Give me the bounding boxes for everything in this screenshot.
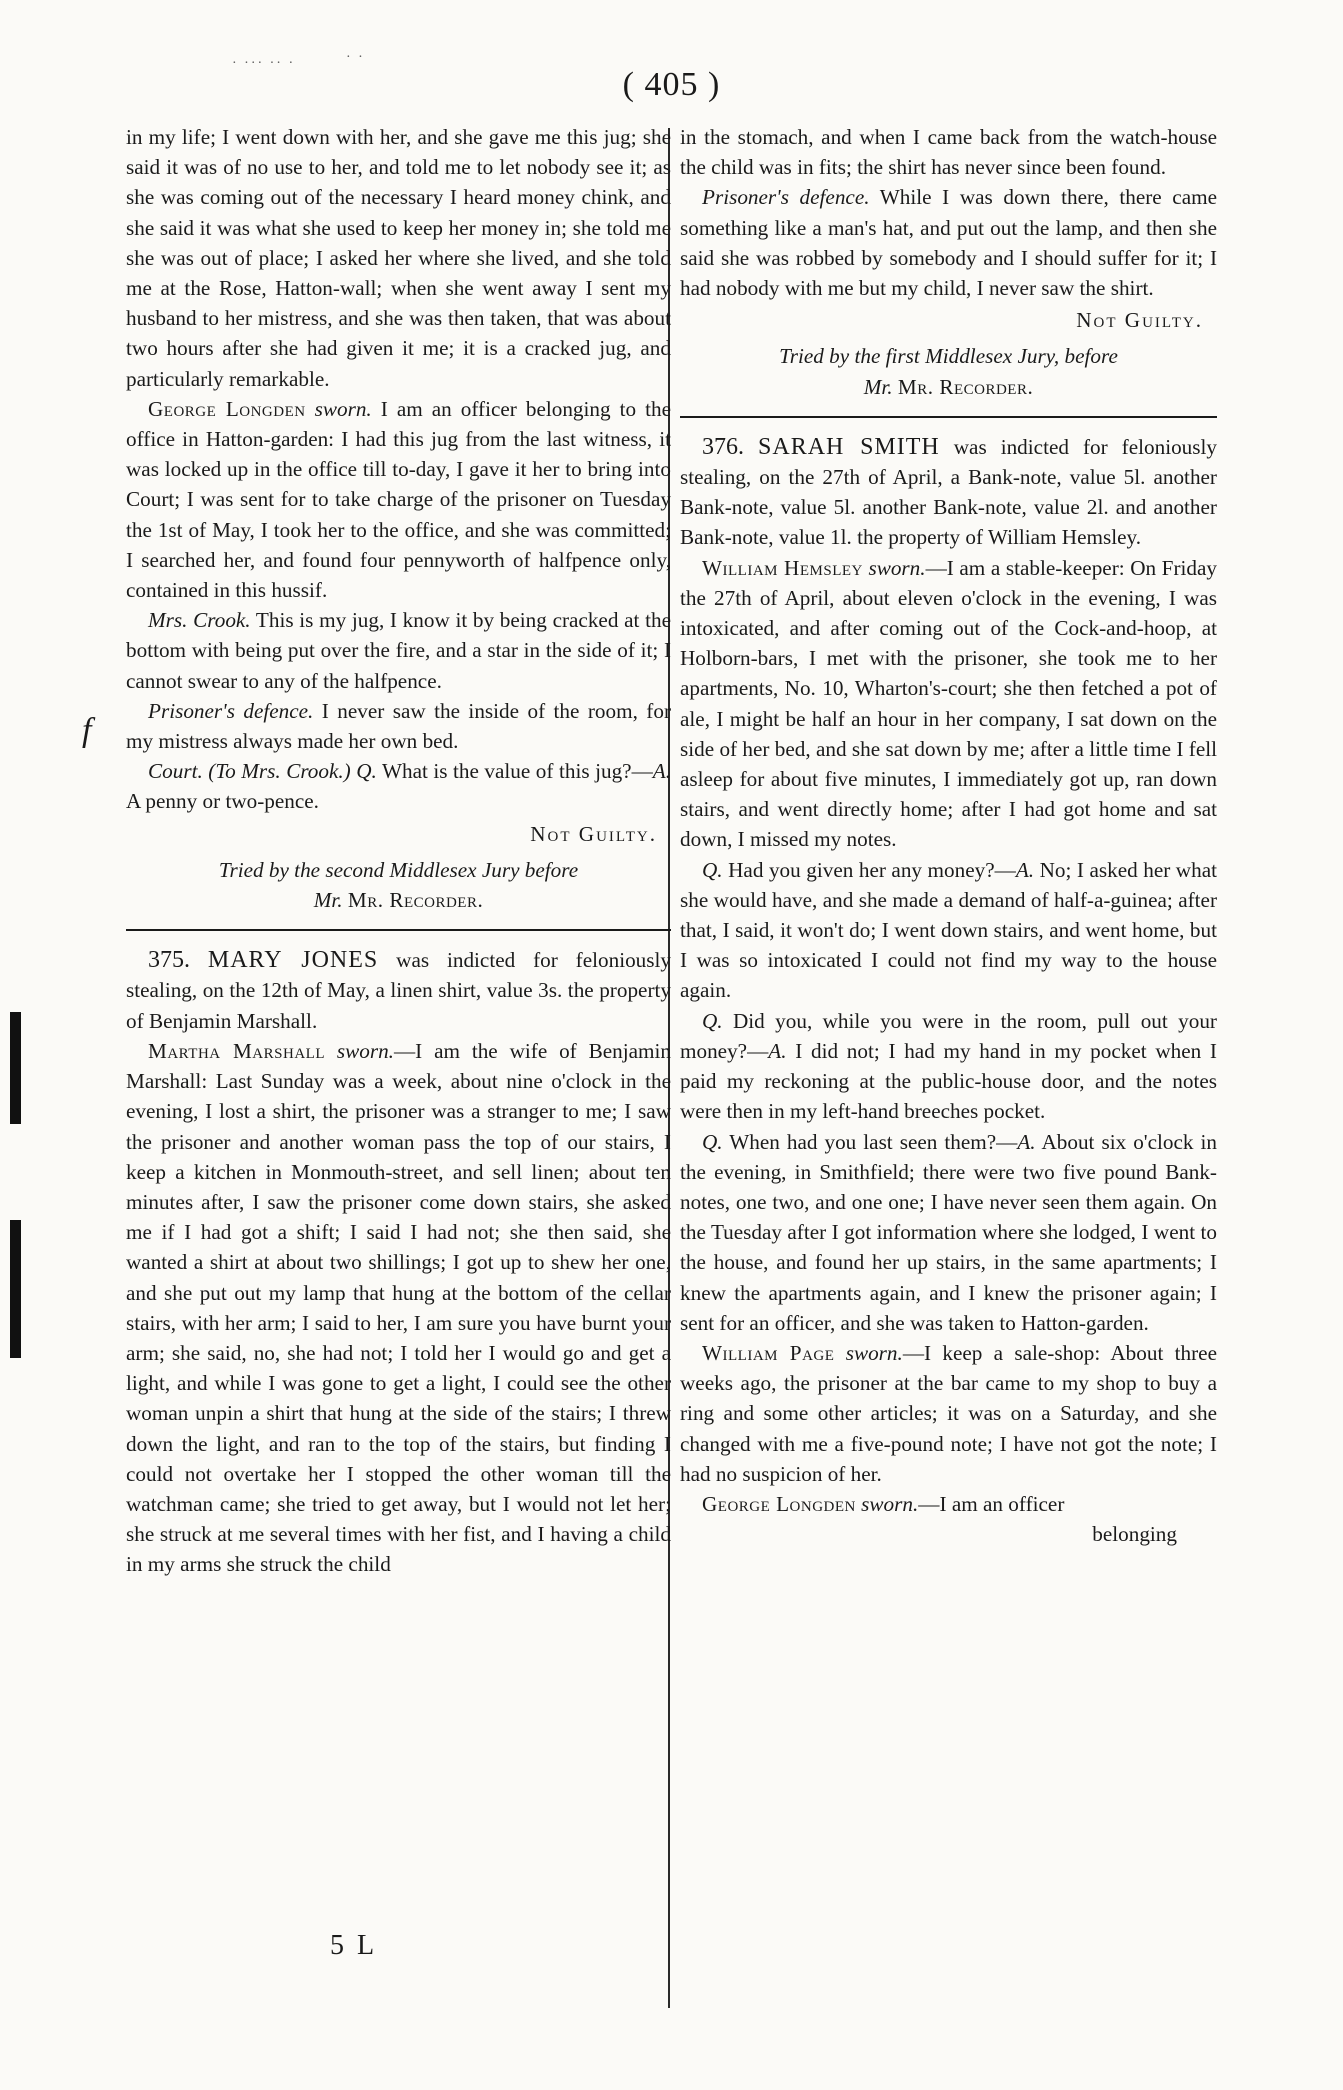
witness-name: William Page [702,1340,835,1365]
testimony-william-page: William Page sworn.—I keep a sale-shop: About three weeks ago, the prisoner at the bar came to my shop to buy a ring and some other articles; it was on a Saturday, and she changed with me a five-pound note; I have not got the note; I had no suspicion of her. [680,1340,1217,1486]
witness-name: William Hemsley [702,555,863,580]
witness-name: George Longden [148,396,306,421]
verdict: Not Guilty. [1076,308,1203,333]
margin-bar [10,1012,21,1124]
paragraph: in my life; I went down with her, and she gave me this jug; she said it was of no use to her, and told me to let nobody see it; as she was coming out of the necessary I heard money chink, and she said it was what she used to keep her money in; she told me she was out of place; I asked her where she lived, and she told me at the Rose, Hatton-wall; when she went away I sent my husband to her mistress, and she was then taken, that was about two hours after she had given it me; it is a cracked jug, and particularly remarkable. [126,125,671,391]
witness-name: George Longden [702,1491,856,1516]
left-column [126,122,671,1580]
section-divider [126,929,671,931]
case-375-heading: 375. MARY JONES was indicted for feloniously stealing, on the 12th of May, a linen shirt, value 3s. the property of Benjamin Marshall. [126,947,671,1033]
question-answer: Q. Did you, while you were in the room, pull out your money?—A. I did not; I had my hand in my pocket when I paid my reckoning at the public-house door, and the notes were then in my left-hand breeches pocket. [680,1008,1217,1124]
print-speck: · ··· ·· · [232,56,296,71]
page-number: ( 405 ) [622,66,721,103]
court-question: Court. (To Mrs. Crook.) Q. What is the value of this jug?—A. A penny or two-pence. [126,759,672,814]
right-column [680,122,1217,1549]
tried-by-recorder: Mr. Mr. Recorder. [313,888,484,913]
tried-by: Tried by the second Middlesex Jury before [218,857,579,882]
print-speck: · · [346,50,365,65]
tried-by-recorder: Mr. Mr. Recorder. [863,374,1034,399]
catchword: belonging [1092,1522,1177,1547]
testimony-george-longden: George Longden sworn. I am an officer belonging to the office in Hatton-garden: I had this jug from the last witness, it was locked up in the office till to-day, I gave it her to bring into Court; I was sent for to take charge of the prisoner on Tuesday the 1st of May, I took her to the office, and she was committed; I searched her, and found four pennyworth of halfpence only, contained in this hussif. [126,396,671,603]
margin-bar [10,1220,21,1358]
prisoner-defence: Prisoner's defence. While I was down there, there came something like a man's hat, and put out the lamp, and then she said she was robbed by somebody and I should suffer for it; I had nobody with me but my child, I never saw the shirt. [680,185,1218,301]
question-answer: Q. Had you given her any money?—A. No; I asked her what she would have, and she made a demand of half-a-guinea; after that, I said, it won't do; I went down stairs, and went home, but I was so intoxicated I could not find my way to the house again. [680,857,1217,1003]
witness-name: Martha Marshall [148,1038,325,1063]
section-divider [680,416,1217,418]
testimony-martha-marshall: Martha Marshall sworn.—I am the wife of Benjamin Marshall: Last Sunday was a week, about nine o'clock in the evening, I lost a shirt, the prisoner was a stranger to me; I saw the prisoner and another woman pass the top of our stairs, I keep a kitchen in Monmouth-street, and sell linen; about ten minutes after, I saw the prisoner come down stairs, she asked me if I had got a shift; I said I had not; she then said, she wanted a shirt at about two shillings; I got up to shew her one, and she put out my lamp that hung at the bottom of the cellar stairs, with her arm; I said to her, I am sure you have burnt your arm; she said, no, she had not; I told her I would go and get a light, and while I was gone to get a light, I could see the other woman unpin a shirt that hung at the side of the stairs; I threw down the light, and ran to the top of the stairs, but finding I could not overtake her I stopped the other woman till the watchman came; she tried to get away, but I would not let her; she struck at me several times with her fist, and I having a child in my arms she struck the child [126,1038,671,1577]
signature-mark: 5 L [330,1930,378,1961]
testimony-mrs-crook: Mrs. Crook. This is my jug, I know it by being cracked at the bottom with being put over the fire, and a star in the side of it; I cannot swear to any of the halfpence. [126,608,671,693]
speaker: Mrs. Crook. [148,608,251,633]
paragraph: in the stomach, and when I came back from the watch-house the child was in fits; the shirt has never since been found. [680,125,1217,180]
testimony-george-longden-2: George Longden sworn.—I am an officer [702,1491,1065,1516]
tried-by: Tried by the first Middlesex Jury, before [779,344,1118,369]
verdict: Not Guilty. [530,821,657,846]
margin-mark: f [82,712,92,749]
question-answer: Q. When had you last seen them?—A. About six o'clock in the evening, in Smithfield; there were two five pound Bank-notes, one two, and one one; I have never seen them again. On the Tuesday after I got information where she lodged, I went to the house, and found her up stairs, in the same apartments; I knew the apartments again, and I knew the prisoner again; I sent for an officer, and she was taken to Hatton-garden. [680,1129,1217,1335]
prisoner-defence: Prisoner's defence. I never saw the inside of the room, for my mistress always made her own bed. [126,698,672,754]
testimony-william-hemsley: William Hemsley sworn.—I am a stable-keeper: On Friday the 27th of April, about eleven o'clock in the evening, I was intoxicated, and after coming out of the Cock-and-hoop, at Holborn-bars, I met with the prisoner, she took me to her apartments, No. 10, Wharton's-court; she then fetched a pot of ale, I might be half an hour in her company, I sat down on the side of her bed, and she sat down by me; after a little time I fell asleep for about five minutes, I immediately got up, ran down stairs, and went directly home; after I had got home and sat down, I missed my notes. [680,555,1218,852]
case-376-heading: 376. SARAH SMITH was indicted for feloniously stealing, on the 27th of April, a Bank-note, value 5l. another Bank-note, value 5l. another Bank-note, value 2l. and another Bank-note, value 1l. the property of William Hemsley. [680,433,1217,550]
